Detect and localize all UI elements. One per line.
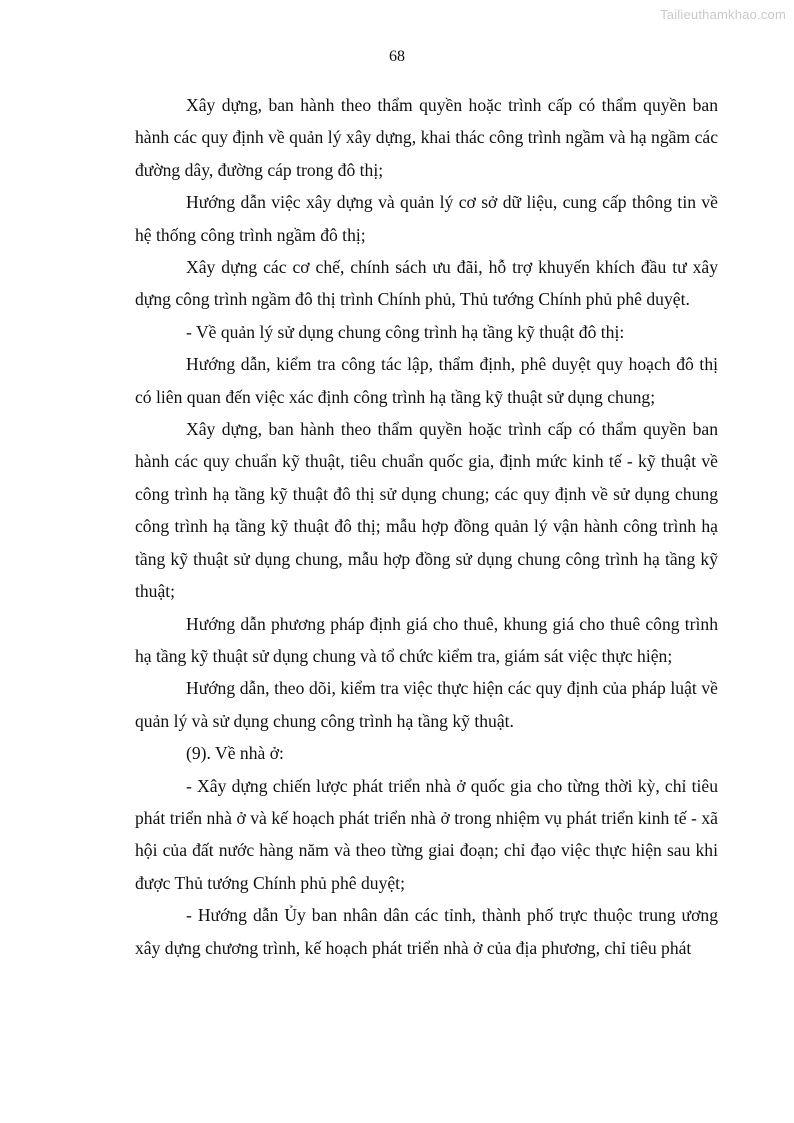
page-number: 68 [389, 48, 405, 65]
paragraph: Xây dựng, ban hành theo thẩm quyền hoặc trình cấp có thẩm quyền ban hành các quy định về quản lý xây dựng, khai thác công trình ngầm và hạ ngầm các đường dây, đường cáp trong đô thị; [135, 95, 718, 180]
paragraph: Hướng dẫn, kiểm tra công tác lập, thẩm định, phê duyệt quy hoạch đô thị có liên quan đến việc xác định công trình hạ tầng kỹ thuật sử dụng chung; [135, 354, 718, 407]
paragraph: - Hướng dẫn Ủy ban nhân dân các tỉnh, thành phố trực thuộc trung ương xây dựng chương trình, kế hoạch phát triển nhà ở của địa phương, chỉ tiêu phát [135, 905, 718, 958]
paragraph: - Xây dựng chiến lược phát triển nhà ở quốc gia cho từng thời kỳ, chỉ tiêu phát triển nhà ở và kế hoạch phát triển nhà ở trong nhiệm vụ phát triển kinh tế - xã hội của đất nước hàng năm và theo từng giai đoạn; chỉ đạo việc thực hiện sau khi được Thủ tướng Chính phủ phê duyệt; [135, 775, 718, 893]
paragraph: Hướng dẫn, theo dõi, kiểm tra việc thực hiện các quy định của pháp luật về quản lý và sử dụng chung công trình hạ tầng kỹ thuật. [135, 678, 718, 731]
paragraph: (9). Về nhà ở: [186, 743, 284, 764]
paragraph: - Về quản lý sử dụng chung công trình hạ tầng kỹ thuật đô thị: [186, 321, 625, 342]
watermark-text: Tailieuthamkhao.com [660, 7, 786, 22]
document-body [135, 89, 718, 964]
paragraph: Hướng dẫn phương pháp định giá cho thuê, khung giá cho thuê công trình hạ tầng kỹ thuật sử dụng chung và tổ chức kiểm tra, giám sát việc thực hiện; [135, 613, 718, 666]
paragraph: Xây dựng các cơ chế, chính sách ưu đãi, hỗ trợ khuyến khích đầu tư xây dựng công trình ngầm đô thị trình Chính phủ, Thủ tướng Chính phủ phê duyệt. [135, 257, 718, 310]
paragraph: Hướng dẫn việc xây dựng và quản lý cơ sở dữ liệu, cung cấp thông tin về hệ thống công trình ngầm đô thị; [135, 192, 718, 245]
paragraph: Xây dựng, ban hành theo thẩm quyền hoặc trình cấp có thẩm quyền ban hành các quy chuẩn kỹ thuật, tiêu chuẩn quốc gia, định mức kinh tế - kỹ thuật về công trình hạ tầng kỹ thuật đô thị sử dụng chung; các quy định về sử dụng chung công trình hạ tầng kỹ thuật đô thị; mẫu hợp đồng quản lý vận hành công trình hạ tầng kỹ thuật sử dụng chung, mẫu hợp đồng sử dụng chung công trình hạ tầng kỹ thuật; [135, 419, 718, 602]
